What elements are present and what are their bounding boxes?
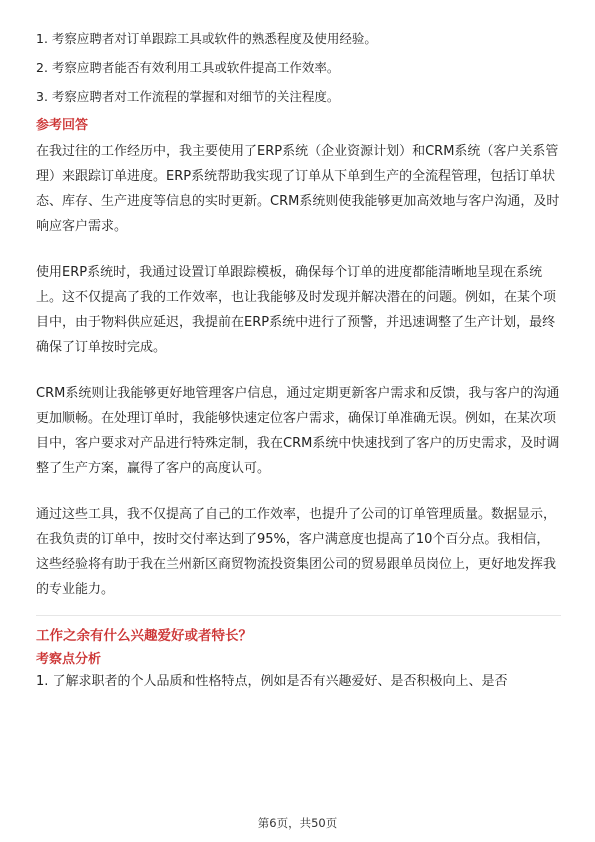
answer-paragraph: CRM系统则让我能够更好地管理客户信息，通过定期更新客户需求和反馈，我与客户的沟通更加顺畅。在处理订单时，我能够快速定位客户需求，确保订单准确无误。例如，在某次项目中，客户要求对产品进行特殊定制，我在CRM系统中快速找到了客户的历史需求，及时调整了生产方案，赢得了客户的高度认可。 [36, 386, 560, 476]
answer-paragraph: 通过这些工具，我不仅提高了自己的工作效率，也提升了公司的订单管理质量。数据显示，在我负责的订单中，按时交付率达到了95%，客户满意度也提高了10个百分点。我相信，这些经验将有助于我在兰州新区商贸物流投资集团公司的贸易跟单员岗位上，更好地发挥我的专业能力。 [36, 507, 557, 597]
answer-paragraph: 使用ERP系统时，我通过设置订单跟踪模板，确保每个订单的进度都能清晰地呈现在系统上。这不仅提高了我的工作效率，也让我能够及时发现并解决潜在的问题。例如，在某个项目中，由于物料供应延迟，我提前在ERP系统中进行了预警，并迅速调整了生产计划，最终确保了订单按时完成。 [36, 265, 557, 355]
question-title: 工作之余有什么兴趣爱好或者特长？ [36, 628, 252, 644]
reference-answer-label: 参考回答 [36, 118, 89, 133]
reference-answer [36, 139, 561, 602]
analysis-item: 1. 了解求职者的个人品质和性格特点，例如是否有兴趣爱好、是否积极向上、是否 [36, 674, 508, 689]
analysis-label: 考察点分析 [36, 652, 102, 667]
assessment-point: 1. 考察应聘者对订单跟踪工具或软件的熟悉程度及使用经验。 [36, 31, 377, 46]
assessment-point: 3. 考察应聘者对工作流程的掌握和对细节的关注程度。 [36, 89, 340, 104]
question-divider [36, 615, 561, 616]
answer-paragraph: 在我过往的工作经历中，我主要使用了ERP系统（企业资源计划）和CRM系统（客户关系管理）来跟踪订单进度。ERP系统帮助我实现了订单从下单到生产的全流程管理，包括订单状态、库存、生产进度等信息的实时更新。CRM系统则使我能够更加高效地与客户沟通，及时响应客户需求。 [36, 144, 560, 234]
assessment-points [36, 30, 561, 106]
document-body [36, 30, 561, 691]
page-number: 第6页，共50页 [257, 816, 338, 830]
assessment-point: 2. 考察应聘者能否有效利用工具或软件提高工作效率。 [36, 60, 340, 75]
